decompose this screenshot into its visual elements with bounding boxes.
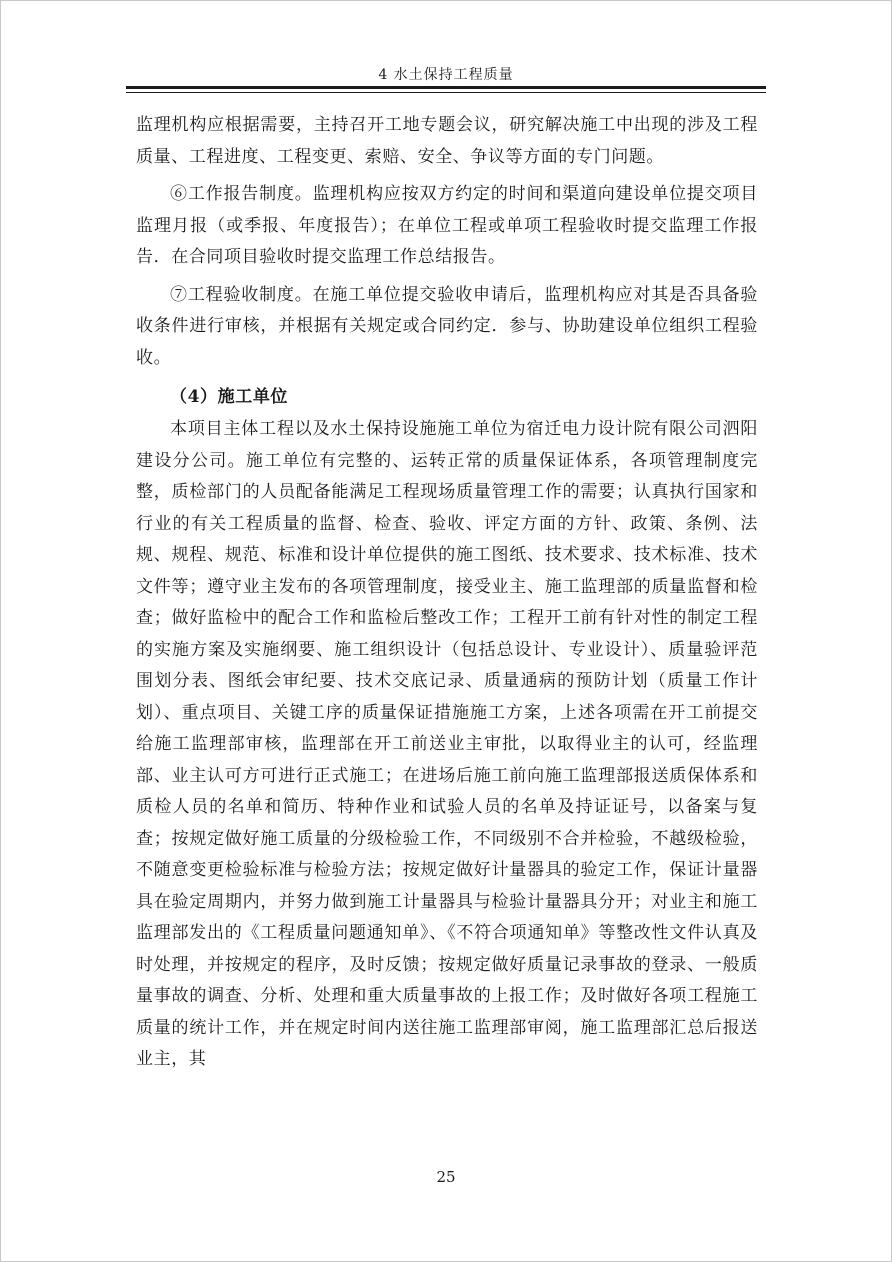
header-rule-thin — [126, 92, 766, 93]
running-header: 4 水土保持工程质量 — [378, 67, 514, 83]
section-heading: （4）施工单位 — [170, 387, 289, 407]
paragraph-construction-unit: 本项目主体工程以及水土保持设施施工单位为宿迁电力设计院有限公司泗阳建设分公司。施工单位有完整的、运转正常的质量保证体系，各项管理制度完整，质检部门的人员配备能满足工程现场质量管理工作的需要；认真执行国家和行业的有关工程质量的监督、检查、验收、评定方面的方针、政策、条例、法规、规程、规范、标准和设计单位提供的施工图纸、技术要求、技术标准、技术文件等；遵守业主发布的各项管理制度，接受业主、施工监理部的质量监督和检查；做好监检中的配合工作和监检后整改工作；工程开工前有针对性的制定工程的实施方案及实施纲要、施工组织设计（包括总设计、专业设计）、质量验评范围划分表、图纸会审纪要、技术交底记录、质量通病的预防计划（质量工作计划）、重点项目、关键工序的质量保证措施施工方案，上述各项需在开工前提交给施工监理部审核，监理部在开工前送业主审批，以取得业主的认可，经监理部、业主认可方可进行正式施工；在进场后施工前向施工监理部报送质保体系和质检人员的名单和简历、特种作业和试验人员的名单及持证证号，以备案与复查；按规定做好施工质量的分级检验工作，不同级别不合并检验，不越级检验，不随意变更检验标准与检验方法；按规定做好计量器具的验定工作，保证计量器具在验定周期内，并努力做到施工计量器具与检验计量器具分开；对业主和施工监理部发出的《工程质量问题通知单》、《不符合项通知单》等整改性文件认真及时处理，并按规定的程序，及时反馈；按规定做好质量记录事故的登录、一般质量事故的调查、分析、处理和重大质量事故的上报工作；及时做好各项工程施工质量的统计工作，并在规定时间内送往施工监理部审阅，施工监理部汇总后报送业主，其 — [136, 419, 758, 1069]
page-number: 25 — [436, 1168, 456, 1186]
header-rule-thick — [126, 86, 766, 89]
paragraph-continuation: 监理机构应根据需要，主持召开工地专题会议，研究解决施工中出现的涉及工程质量、工程进度、工程变更、索赔、安全、争议等方面的专门问题。 — [136, 115, 758, 167]
paragraph-acceptance: ⑦工程验收制度。在施工单位提交验收申请后，监理机构应对其是否具备验收条件进行审核，并根据有关规定或合同约定．参与、协助建设单位组织工程验收。 — [136, 284, 758, 368]
paragraph-work-report: ⑥工作报告制度。监理机构应按双方约定的时间和渠道向建设单位提交项目监理月报（或季报、年度报告）；在单位工程或单项工程验收时提交监理工作报告．在合同项目验收时提交监理工作总结报告。 — [136, 184, 758, 267]
document-body — [136, 110, 758, 1082]
